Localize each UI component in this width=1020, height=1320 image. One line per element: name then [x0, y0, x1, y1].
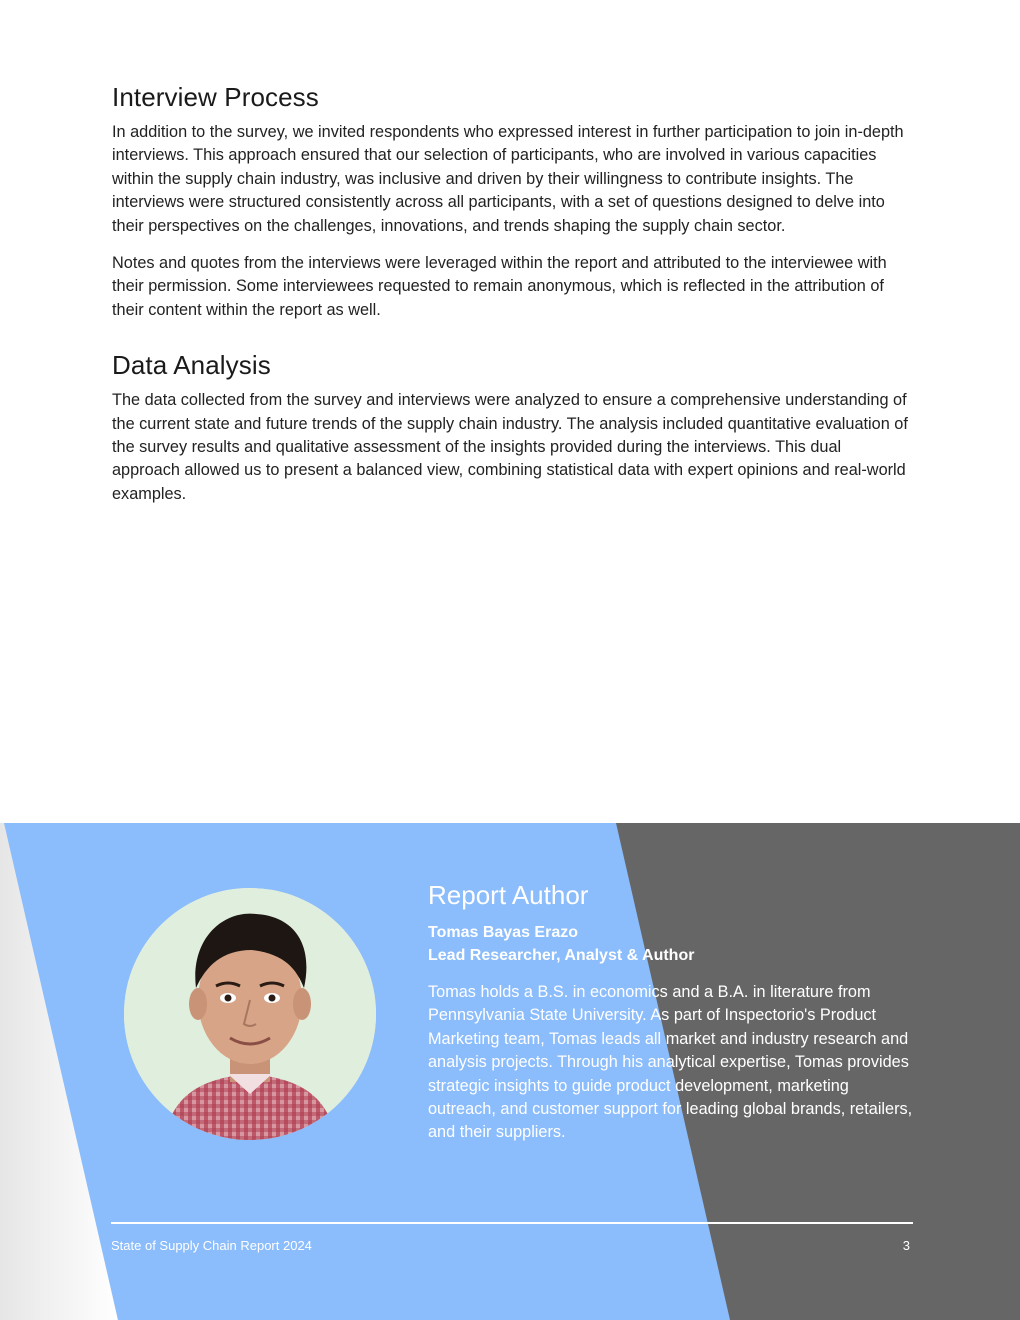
author-role: Lead Researcher, Analyst & Author	[428, 947, 695, 964]
footer-report-title: State of Supply Chain Report 2024	[111, 1238, 312, 1253]
author-name: Tomas Bayas Erazo	[428, 924, 578, 941]
section-heading-interview-process: Interview Process	[112, 82, 319, 112]
interview-paragraph-1: In addition to the survey, we invited respondents who expressed interest in further participation to join in-depth interviews. This approach ensured that our selection of participants, who are involved in various capacities within the supply chain industry, was inclusive and driven by their willingness to contribute insights. The interviews were structured consistently across all participants, with a set of questions designed to delve into their perspectives on the challenges, innovations, and trends shaping the supply chain sector.	[112, 123, 904, 235]
avatar-illustration	[124, 888, 376, 1140]
author-bio: Tomas holds a B.S. in economics and a B.A. in literature from Pennsylvania State University. As part of Inspectorio's Product Marketing team, Tomas leads all market and industry research and analysis projects. Through his analytical expertise, Tomas provides strategic insights to guide product development, marketing outreach, and customer support for leading global brands, retailers, and their suppliers.	[428, 983, 913, 1142]
author-photo	[124, 888, 376, 1140]
main-content	[112, 82, 912, 520]
author-block	[428, 880, 918, 1145]
data-analysis-paragraph: The data collected from the survey and interviews were analyzed to ensure a comprehensive understanding of the current state and future trends of the supply chain industry. The analysis included quantitative evaluation of the survey results and qualitative assessment of the insights provided during the interviews. This dual approach allowed us to present a balanced view, combining statistical data with expert opinions and real-world examples.	[112, 391, 908, 503]
interview-paragraph-2: Notes and quotes from the interviews were leveraged within the report and attributed to the interviewee with their permission. Some interviewees requested to remain anonymous, which is reflected in the attribution of their content within the report as well.	[112, 254, 887, 319]
footer-divider	[111, 1222, 913, 1224]
data-analysis-section	[112, 350, 912, 506]
section-heading-data-analysis: Data Analysis	[112, 350, 271, 381]
footer-page-number: 3	[902, 1238, 910, 1253]
author-heading: Report Author	[428, 880, 589, 910]
